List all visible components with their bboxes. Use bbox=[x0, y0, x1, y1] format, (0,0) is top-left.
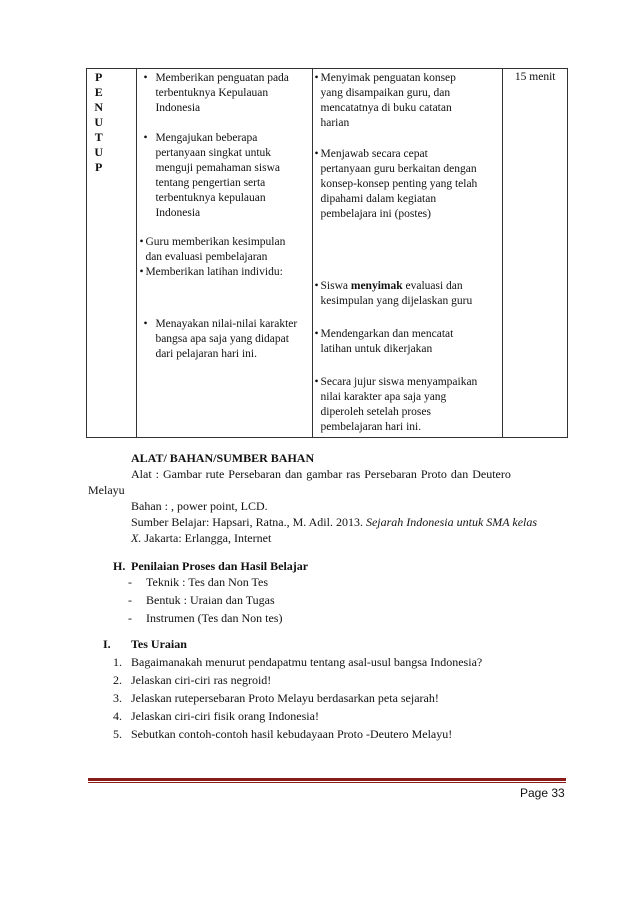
penilaian-item: Teknik : Tes dan Non Tes bbox=[146, 575, 269, 589]
activity-line: Menyimak penguatan konsep bbox=[320, 72, 456, 84]
penilaian-heading: Penilaian Proses dan Hasil Belajar bbox=[131, 559, 309, 573]
activity-line: dari pelajaran hari ini. bbox=[155, 348, 257, 360]
activity-line: Indonesia bbox=[155, 207, 201, 219]
student-activity-cell bbox=[312, 69, 503, 438]
bullet-icon: • bbox=[314, 280, 319, 292]
bullet-icon: • bbox=[314, 148, 319, 160]
section-letter: N bbox=[94, 100, 104, 114]
activity-item bbox=[143, 317, 315, 362]
activity-line: harian bbox=[320, 117, 350, 129]
activity-line: nilai karakter apa saja yang bbox=[320, 391, 447, 403]
bullet-icon: • bbox=[314, 328, 319, 340]
activity-item bbox=[315, 71, 503, 131]
question-text: Jelaskan rutepersebaran Proto Melayu berdasarkan peta sejarah! bbox=[131, 691, 439, 705]
activity-item bbox=[139, 265, 311, 280]
activity-item bbox=[143, 71, 315, 116]
alat-line-cont: Melayu bbox=[88, 483, 125, 497]
alat-heading: ALAT/ BAHAN/SUMBER BAHAN bbox=[131, 451, 315, 465]
activity-line: Mendengarkan dan mencatat bbox=[320, 328, 454, 340]
question-text: Bagaimanakah menurut pendapatmu tentang asal-usul bangsa Indonesia? bbox=[131, 655, 483, 669]
bullet-icon: • bbox=[143, 318, 148, 330]
bullet-icon: • bbox=[143, 72, 148, 84]
activity-line: Memberikan latihan individu: bbox=[145, 266, 283, 278]
activity-line: Secara jujur siswa menyampaikan bbox=[320, 376, 478, 388]
page-number: Page 33 bbox=[520, 786, 565, 800]
activity-line: Indonesia bbox=[155, 102, 201, 114]
time-allocation: 15 menit bbox=[514, 71, 556, 83]
activity-line: Memberikan penguatan pada bbox=[155, 72, 289, 84]
bullet-icon: • bbox=[143, 132, 148, 144]
section-letter: U bbox=[94, 145, 104, 159]
activity-line: pertanyaan singkat untuk bbox=[155, 147, 272, 159]
section-letter: P bbox=[95, 70, 103, 84]
activity-line: mencatatnya di buku catatan bbox=[320, 102, 452, 114]
question-text: Jelaskan ciri-ciri fisik orang Indonesia! bbox=[131, 709, 319, 723]
section-label-penutup bbox=[61, 69, 136, 175]
bullet-icon: • bbox=[139, 236, 144, 248]
activity-line: konsep-konsep penting yang telah bbox=[320, 178, 478, 190]
footer-rule bbox=[88, 778, 566, 781]
activity-line: Menjawab secara cepat bbox=[320, 148, 428, 160]
tes-heading: Tes Uraian bbox=[131, 637, 187, 651]
penilaian-item: Bentuk : Uraian dan Tugas bbox=[146, 593, 275, 607]
activity-item bbox=[315, 279, 503, 309]
section-cell bbox=[87, 69, 137, 438]
question-number: 4. bbox=[113, 709, 122, 723]
activity-line: Menayakan nilai-nilai karakter bbox=[155, 318, 298, 330]
section-letter: E bbox=[94, 85, 103, 99]
question-number: 2. bbox=[113, 673, 122, 687]
activity-item bbox=[315, 327, 503, 357]
activity-item bbox=[315, 147, 503, 222]
section-letter: U bbox=[94, 115, 104, 129]
activity-line: Mengajukan beberapa bbox=[155, 132, 258, 144]
question-number: 1. bbox=[113, 655, 122, 669]
tes-marker: I. bbox=[103, 637, 111, 651]
activity-line: terbentuknya Kepulauan bbox=[155, 87, 269, 99]
activity-item bbox=[315, 375, 503, 435]
penilaian-item: Instrumen (Tes dan Non tes) bbox=[146, 611, 283, 625]
activity-item bbox=[139, 235, 311, 265]
question-number: 3. bbox=[113, 691, 122, 705]
lesson-table bbox=[86, 68, 568, 438]
section-letter: T bbox=[94, 130, 103, 144]
time-cell bbox=[503, 69, 568, 438]
bahan-line: Bahan : , power point, LCD. bbox=[131, 499, 268, 513]
activity-line: menguji pemahaman siswa bbox=[155, 162, 280, 174]
activity-line: latihan untuk dikerjakan bbox=[320, 343, 433, 355]
activity-line: diperoleh setelah proses bbox=[320, 406, 431, 418]
activity-line: dipahami dalam kegiatan bbox=[320, 193, 437, 205]
activity-line: Siswa menyimak evaluasi dan bbox=[320, 280, 463, 292]
question-number: 5. bbox=[113, 727, 122, 741]
bullet-icon: • bbox=[314, 72, 319, 84]
activity-item bbox=[143, 131, 315, 221]
activity-line: tentang pengertian serta bbox=[155, 177, 266, 189]
footer-rule-thin bbox=[88, 782, 566, 783]
alat-line: Alat : Gambar rute Persebaran dan gambar ras Persebaran Proto dan Deutero bbox=[131, 467, 511, 481]
sumber-line: Sumber Belajar: Hapsari, Ratna., M. Adil. 2013. Sejarah Indonesia untuk SMA kelas bbox=[131, 515, 538, 529]
penilaian-marker: H. bbox=[113, 559, 126, 573]
teacher-activity-cell bbox=[137, 69, 312, 438]
penilaian-dash: - bbox=[128, 575, 132, 589]
activity-line: dan evaluasi pembelajaran bbox=[145, 251, 268, 263]
activity-line: yang disampaikan guru, dan bbox=[320, 87, 451, 99]
penilaian-dash: - bbox=[128, 611, 132, 625]
activity-line: pembelajaran hari ini. bbox=[320, 421, 422, 433]
bullet-icon: • bbox=[314, 376, 319, 388]
penilaian-dash: - bbox=[128, 593, 132, 607]
activity-line: pembelajara ini (postes) bbox=[320, 208, 431, 220]
bullet-icon: • bbox=[139, 266, 144, 278]
question-text: Sebutkan contoh-contoh hasil kebudayaan Proto -Deutero Melayu! bbox=[131, 727, 453, 741]
section-letter: P bbox=[95, 160, 103, 174]
activity-line: terbentuknya kepulauan bbox=[155, 192, 266, 204]
activity-line: bangsa apa saja yang didapat bbox=[155, 333, 289, 345]
activity-line: kesimpulan yang dijelaskan guru bbox=[320, 295, 473, 307]
activity-line: Guru memberikan kesimpulan bbox=[145, 236, 286, 248]
activity-line: pertanyaan guru berkaitan dengan bbox=[320, 163, 477, 175]
question-text: Jelaskan ciri-ciri ras negroid! bbox=[131, 673, 272, 687]
sumber-line-cont: X. Jakarta: Erlangga, Internet bbox=[131, 531, 272, 545]
